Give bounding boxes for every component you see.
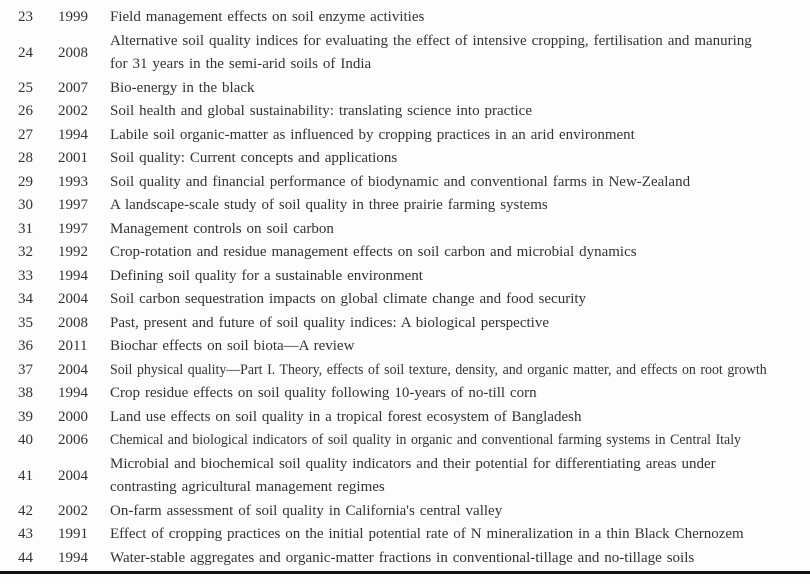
table-row: [0, 124, 810, 148]
table-row: [0, 30, 810, 77]
row-title: [110, 523, 810, 547]
row-year: 2008: [58, 44, 88, 61]
row-number: 42: [18, 502, 33, 519]
table-row: [0, 335, 810, 359]
row-number: 41: [18, 467, 33, 484]
title-text: Defining soil quality for a sustainable environment: [110, 267, 423, 284]
title-text: Chemical and biological indicators of soil quality in organic and conventional farming systems in Central Italy: [110, 432, 741, 448]
row-year: 2004: [58, 291, 88, 308]
title-text: Past, present and future of soil quality indices: A biological perspective: [110, 314, 549, 331]
table-row: [0, 147, 810, 171]
row-title: [110, 30, 810, 77]
title-text: Field management effects on soil enzyme activities: [110, 9, 425, 25]
row-number: 31: [18, 220, 33, 237]
title-line: [110, 500, 802, 524]
row-title: [110, 547, 810, 571]
row-year: 2006: [58, 432, 88, 449]
title-line: [110, 77, 802, 101]
title-text: On-farm assessment of soil quality in California's central valley: [110, 502, 503, 519]
row-year: 1994: [58, 126, 88, 143]
table-row: [0, 194, 810, 218]
title-text: Soil physical quality—Part I. Theory, effects of soil texture, density, and organic matter, and effects on root growth: [110, 361, 767, 378]
title-line: [110, 194, 802, 218]
title-text: Labile soil organic-matter as influenced by cropping practices in an arid environment: [110, 126, 635, 143]
title-text: Biochar effects on soil biota—A review: [110, 338, 355, 354]
title-text: A landscape-scale study of soil quality in three prairie farming systems: [110, 197, 548, 213]
row-number: 25: [18, 79, 33, 96]
title-line: [110, 6, 802, 30]
row-title: [110, 147, 810, 171]
title-line: [110, 476, 802, 500]
title-line: [110, 218, 802, 242]
row-year: 1999: [58, 9, 88, 26]
table-row: [0, 547, 810, 571]
row-title: [110, 218, 810, 242]
row-title: [110, 124, 810, 148]
table-row: [0, 265, 810, 289]
table-row: [0, 359, 810, 383]
row-year: 1994: [58, 385, 88, 402]
title-text: Alternative soil quality indices for evaluating the effect of intensive cropping, fertilisation and manuring: [110, 32, 752, 49]
row-year: 2001: [58, 150, 88, 167]
row-title: [110, 194, 810, 218]
table-row: [0, 382, 810, 406]
title-line: [110, 523, 802, 547]
row-number: 33: [18, 267, 33, 284]
title-line: [110, 312, 802, 336]
row-number: 43: [18, 526, 33, 543]
row-number: 36: [18, 338, 33, 355]
row-number: 44: [18, 549, 33, 566]
title-line: [110, 147, 802, 171]
title-text: Effect of cropping practices on the initial potential rate of N mineralization in a thin Black Chernozem: [110, 526, 744, 542]
row-title: [110, 77, 810, 101]
title-text: for 31 years in the semi-arid soils of India: [110, 56, 372, 72]
row-number: 39: [18, 408, 33, 425]
title-text: Land use effects on soil quality in a tropical forest ecosystem of Bangladesh: [110, 408, 582, 425]
table-bottom-rule: [0, 571, 810, 574]
row-number: 27: [18, 126, 33, 143]
row-number: 32: [18, 244, 33, 261]
row-title: [110, 171, 810, 195]
title-line: [110, 382, 802, 406]
row-number: 30: [18, 197, 33, 214]
title-text: Bio-energy in the black: [110, 79, 255, 96]
table-row: [0, 500, 810, 524]
table-row: [0, 288, 810, 312]
title-line: [110, 265, 802, 289]
title-line: [110, 547, 802, 571]
title-text: Soil health and global sustainability: translating science into practice: [110, 103, 532, 119]
row-number: 24: [18, 44, 33, 61]
title-text: Microbial and biochemical soil quality indicators and their potential for differentiating areas under: [110, 455, 716, 472]
title-line: [110, 453, 802, 477]
row-year: 2002: [58, 103, 88, 120]
row-number: 23: [18, 9, 33, 26]
row-title: [110, 382, 810, 406]
row-title: [110, 6, 810, 30]
row-year: 1997: [58, 197, 88, 214]
row-year: 1991: [58, 526, 88, 543]
title-text: Management controls on soil carbon: [110, 220, 334, 237]
row-title: [110, 312, 810, 336]
row-number: 29: [18, 173, 33, 190]
row-title: [110, 335, 810, 359]
row-year: 2007: [58, 79, 88, 96]
table-row: [0, 218, 810, 242]
row-title: [110, 406, 810, 430]
row-year: 1992: [58, 244, 88, 261]
row-number: 35: [18, 314, 33, 331]
title-line: [110, 429, 802, 453]
row-year: 1994: [58, 549, 88, 566]
row-title: [110, 265, 810, 289]
title-text: Water-stable aggregates and organic-matter fractions in conventional-tillage and no-tillage soils: [110, 549, 695, 566]
title-text: Soil quality and financial performance of biodynamic and conventional farms in New-Zealand: [110, 173, 691, 190]
row-number: 28: [18, 150, 33, 167]
title-line: [110, 171, 802, 195]
table-row: [0, 406, 810, 430]
row-title: [110, 288, 810, 312]
table-row: [0, 77, 810, 101]
row-title: [110, 359, 810, 383]
row-number: 38: [18, 385, 33, 402]
row-number: 40: [18, 432, 33, 449]
row-number: 37: [18, 361, 33, 378]
table-row: [0, 6, 810, 30]
row-year: 1993: [58, 173, 88, 190]
row-year: 2002: [58, 502, 88, 519]
row-number: 26: [18, 103, 33, 120]
title-text: Soil quality: Current concepts and applications: [110, 150, 398, 166]
title-line: [110, 406, 802, 430]
table-row: [0, 241, 810, 265]
title-line: [110, 241, 802, 265]
title-text: contrasting agricultural management regimes: [110, 479, 385, 495]
row-title: [110, 429, 810, 453]
row-year: 2004: [58, 361, 88, 378]
row-year: 2000: [58, 408, 88, 425]
row-year: 2011: [58, 338, 88, 355]
table-row: [0, 429, 810, 453]
table-row: [0, 453, 810, 500]
row-year: 2008: [58, 314, 88, 331]
table-row: [0, 312, 810, 336]
row-number: 34: [18, 291, 33, 308]
row-title: [110, 453, 810, 500]
row-year: 1994: [58, 267, 88, 284]
title-line: [110, 30, 802, 54]
title-text: Soil carbon sequestration impacts on global climate change and food security: [110, 291, 587, 307]
table-row: [0, 100, 810, 124]
title-text: Crop residue effects on soil quality following 10-years of no-till corn: [110, 385, 537, 401]
table-row: [0, 171, 810, 195]
title-line: [110, 53, 802, 77]
title-line: [110, 335, 802, 359]
row-year: 2004: [58, 467, 88, 484]
title-line: [110, 288, 802, 312]
title-line: [110, 100, 802, 124]
table-row: [0, 523, 810, 547]
title-line: [110, 359, 802, 383]
papers-table: [0, 6, 810, 570]
row-year: 1997: [58, 220, 88, 237]
title-text: Crop-rotation and residue management effects on soil carbon and microbial dynamics: [110, 244, 637, 260]
row-title: [110, 100, 810, 124]
row-title: [110, 500, 810, 524]
title-line: [110, 124, 802, 148]
row-title: [110, 241, 810, 265]
